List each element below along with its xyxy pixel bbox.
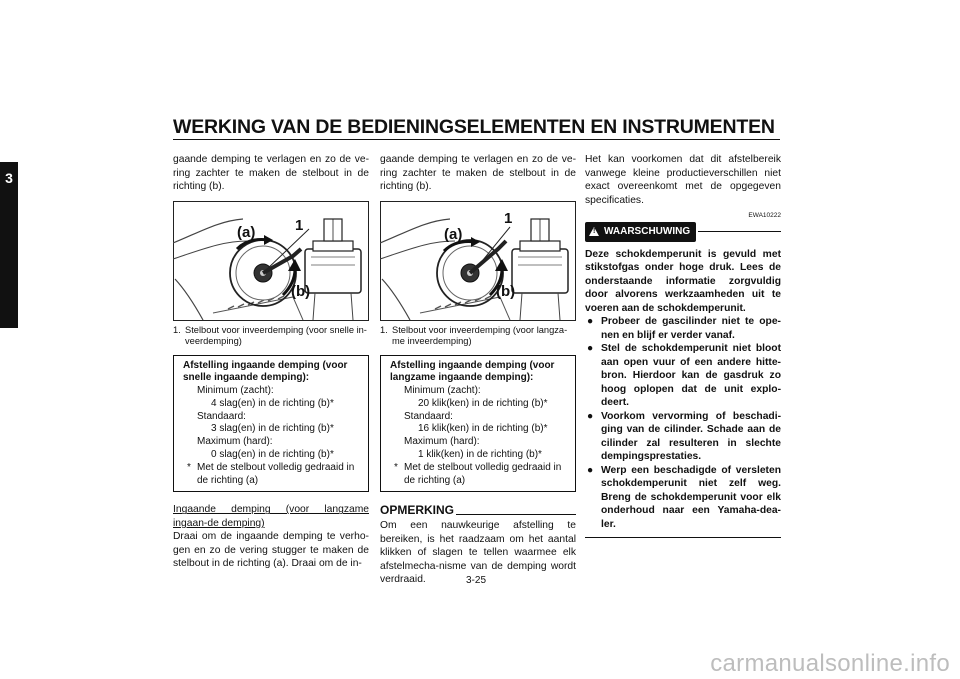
col1-label-b: (b)	[291, 282, 311, 300]
page-number: 3-25	[466, 575, 487, 586]
warning-code: EWA10222	[748, 212, 781, 219]
warning-bullet-text: Probeer de gascilinder niet te ope-nen en blijf er verder vanaf.	[601, 316, 781, 341]
col1-spec-std-label: Standaard:	[197, 410, 246, 422]
col1-intro: gaande demping te verlagen en zo de ve-ring zachter te maken de stelbout in de richting (b).	[173, 154, 369, 192]
col1-spec-min-label: Minimum (zacht):	[197, 385, 274, 397]
col1-spec-title: Afstelling ingaande demping (voor snelle ingaande demping):	[183, 359, 348, 384]
col2-spec-min-value: 20 klik(ken) in de richting (b)*	[418, 397, 548, 409]
col1-label-1: 1	[295, 216, 304, 234]
warning-end-rule	[585, 537, 781, 538]
warning-bullets	[585, 315, 781, 531]
col2-spec-std-value: 16 klik(ken) in de richting (b)*	[418, 423, 548, 435]
col2-spec-note	[390, 462, 570, 488]
column-1	[173, 153, 369, 571]
col1-spec-box	[173, 355, 369, 493]
col1-figure-illustration	[173, 201, 369, 321]
col2-spec-note-text: Met de stelbout volledig gedraaid in de richting (a)	[404, 461, 562, 486]
col1-body: Draai om de ingaande demping te verho-gen en zo de vering stugger te maken de stelbout in de richting (a). Draai om de in-	[173, 531, 369, 570]
col1-spec-note	[183, 462, 363, 488]
section-tab-number: 3	[5, 170, 13, 186]
warning-label: WAARSCHUWING	[604, 226, 691, 237]
col1-spec-min-value: 4 slag(en) in de richting (b)*	[211, 397, 334, 409]
col2-spec-max-value: 1 klik(ken) in de richting (b)*	[418, 449, 542, 461]
col1-caption-text: Stelbout voor inveerdemping (voor snelle in-veerdemping)	[185, 324, 367, 346]
col2-figure-illustration	[380, 201, 576, 321]
warning-bullet-text: Werp een beschadigde of versleten schokdemperunit niet zelf weg. Breng de schokdemperunit voor elk onderhoud naar een Yamaha-dea-ler.	[601, 464, 781, 530]
bullet-icon: ●	[587, 343, 594, 354]
col1-subhead: Ingaande demping (voor langzame ingaan-de demping)	[173, 504, 369, 529]
col2-caption-number: 1.	[380, 324, 388, 335]
column-3	[585, 153, 781, 538]
col1-caption	[173, 325, 369, 348]
warning-triangle-icon	[589, 227, 599, 236]
warning-bullet	[585, 410, 781, 464]
col2-spec-box	[380, 355, 576, 493]
col1-spec-max-value: 0 slag(en) in de richting (b)*	[211, 449, 334, 461]
col2-figure	[380, 201, 576, 321]
col2-spec-std-label: Standaard:	[404, 410, 453, 422]
title-rule	[173, 139, 780, 140]
bullet-icon: ●	[587, 410, 594, 422]
warning-rule	[698, 231, 781, 232]
col1-figure	[173, 201, 369, 321]
col2-intro: gaande demping te verlagen en zo de ve-ring zachter te maken de stelbout in de richting (b).	[380, 154, 576, 192]
bullet-icon: ●	[587, 316, 594, 327]
page-title: WERKING VAN DE BEDIENINGSELEMENTEN EN INSTRUMENTEN	[173, 116, 775, 138]
watermark: carmanualsonline.info	[710, 650, 950, 677]
note-heading: OPMERKING	[380, 503, 455, 518]
col2-spec-max-label: Maximum (hard):	[404, 436, 480, 448]
warning-bullet	[585, 315, 781, 342]
col2-label-a: (a)	[444, 225, 463, 243]
col3-intro: Het kan voorkomen dat dit afstelbereik vanwege kleine productieverschillen niet exact overeenkomt met de opgegeven specificaties.	[585, 154, 781, 206]
section-tab	[0, 162, 18, 328]
warning-bullet	[585, 342, 781, 410]
warning-icon-glyph: !	[593, 228, 596, 236]
col2-caption	[380, 325, 576, 348]
warning-bullet-text: Stel de schokdemperunit niet bloot aan open vuur of een andere hitte-bron. Hierdoor kan de gasdruk zo hoog oplopen dat de unit explo-deert.	[601, 343, 781, 408]
warning-body: Deze schokdemperunit is gevuld met stikstofgas onder hoge druk. Lees de onderstaande informatie zorgvuldig door alvorens werkzaamheden uit te voeren aan de schokdemperunit.	[585, 248, 781, 314]
note-heading-rule	[456, 514, 576, 515]
col1-spec-note-text: Met de stelbout volledig gedraaid in de richting (a)	[197, 461, 355, 486]
warning-bullet	[585, 464, 781, 532]
warning-bullet-text: Voorkom vervorming of beschadi-ging van de cilinder. Schade aan de cilinder zal resulteren in slechte dempingsprestaties.	[601, 410, 781, 462]
col1-spec-std-value: 3 slag(en) in de richting (b)*	[211, 423, 334, 435]
col1-caption-number: 1.	[173, 324, 181, 335]
col1-label-a: (a)	[237, 223, 256, 241]
note-body: Om een nauwkeurige afstelling te bereiken, is het raadzaam om het aantal klikken of slagen te tellen waarmee elk afstelmecha-nisme van de demping wordt verdraaid.	[380, 520, 576, 586]
col2-label-1: 1	[504, 209, 513, 227]
col2-spec-note-mark: *	[394, 461, 398, 473]
col1-spec-note-mark: *	[187, 461, 191, 473]
bullet-icon: ●	[587, 464, 594, 476]
col2-label-b: (b)	[496, 282, 516, 300]
col2-caption-text: Stelbout voor inveerdemping (voor langza-me inveerdemping)	[392, 324, 568, 346]
column-2	[380, 153, 576, 587]
col2-spec-min-label: Minimum (zacht):	[404, 385, 481, 397]
col1-spec-max-label: Maximum (hard):	[197, 436, 273, 448]
warning-badge	[585, 222, 696, 242]
warning-header	[585, 222, 781, 242]
note-heading-row	[380, 504, 576, 517]
col2-spec-title: Afstelling ingaande demping (voor langzame ingaande demping):	[390, 359, 555, 384]
